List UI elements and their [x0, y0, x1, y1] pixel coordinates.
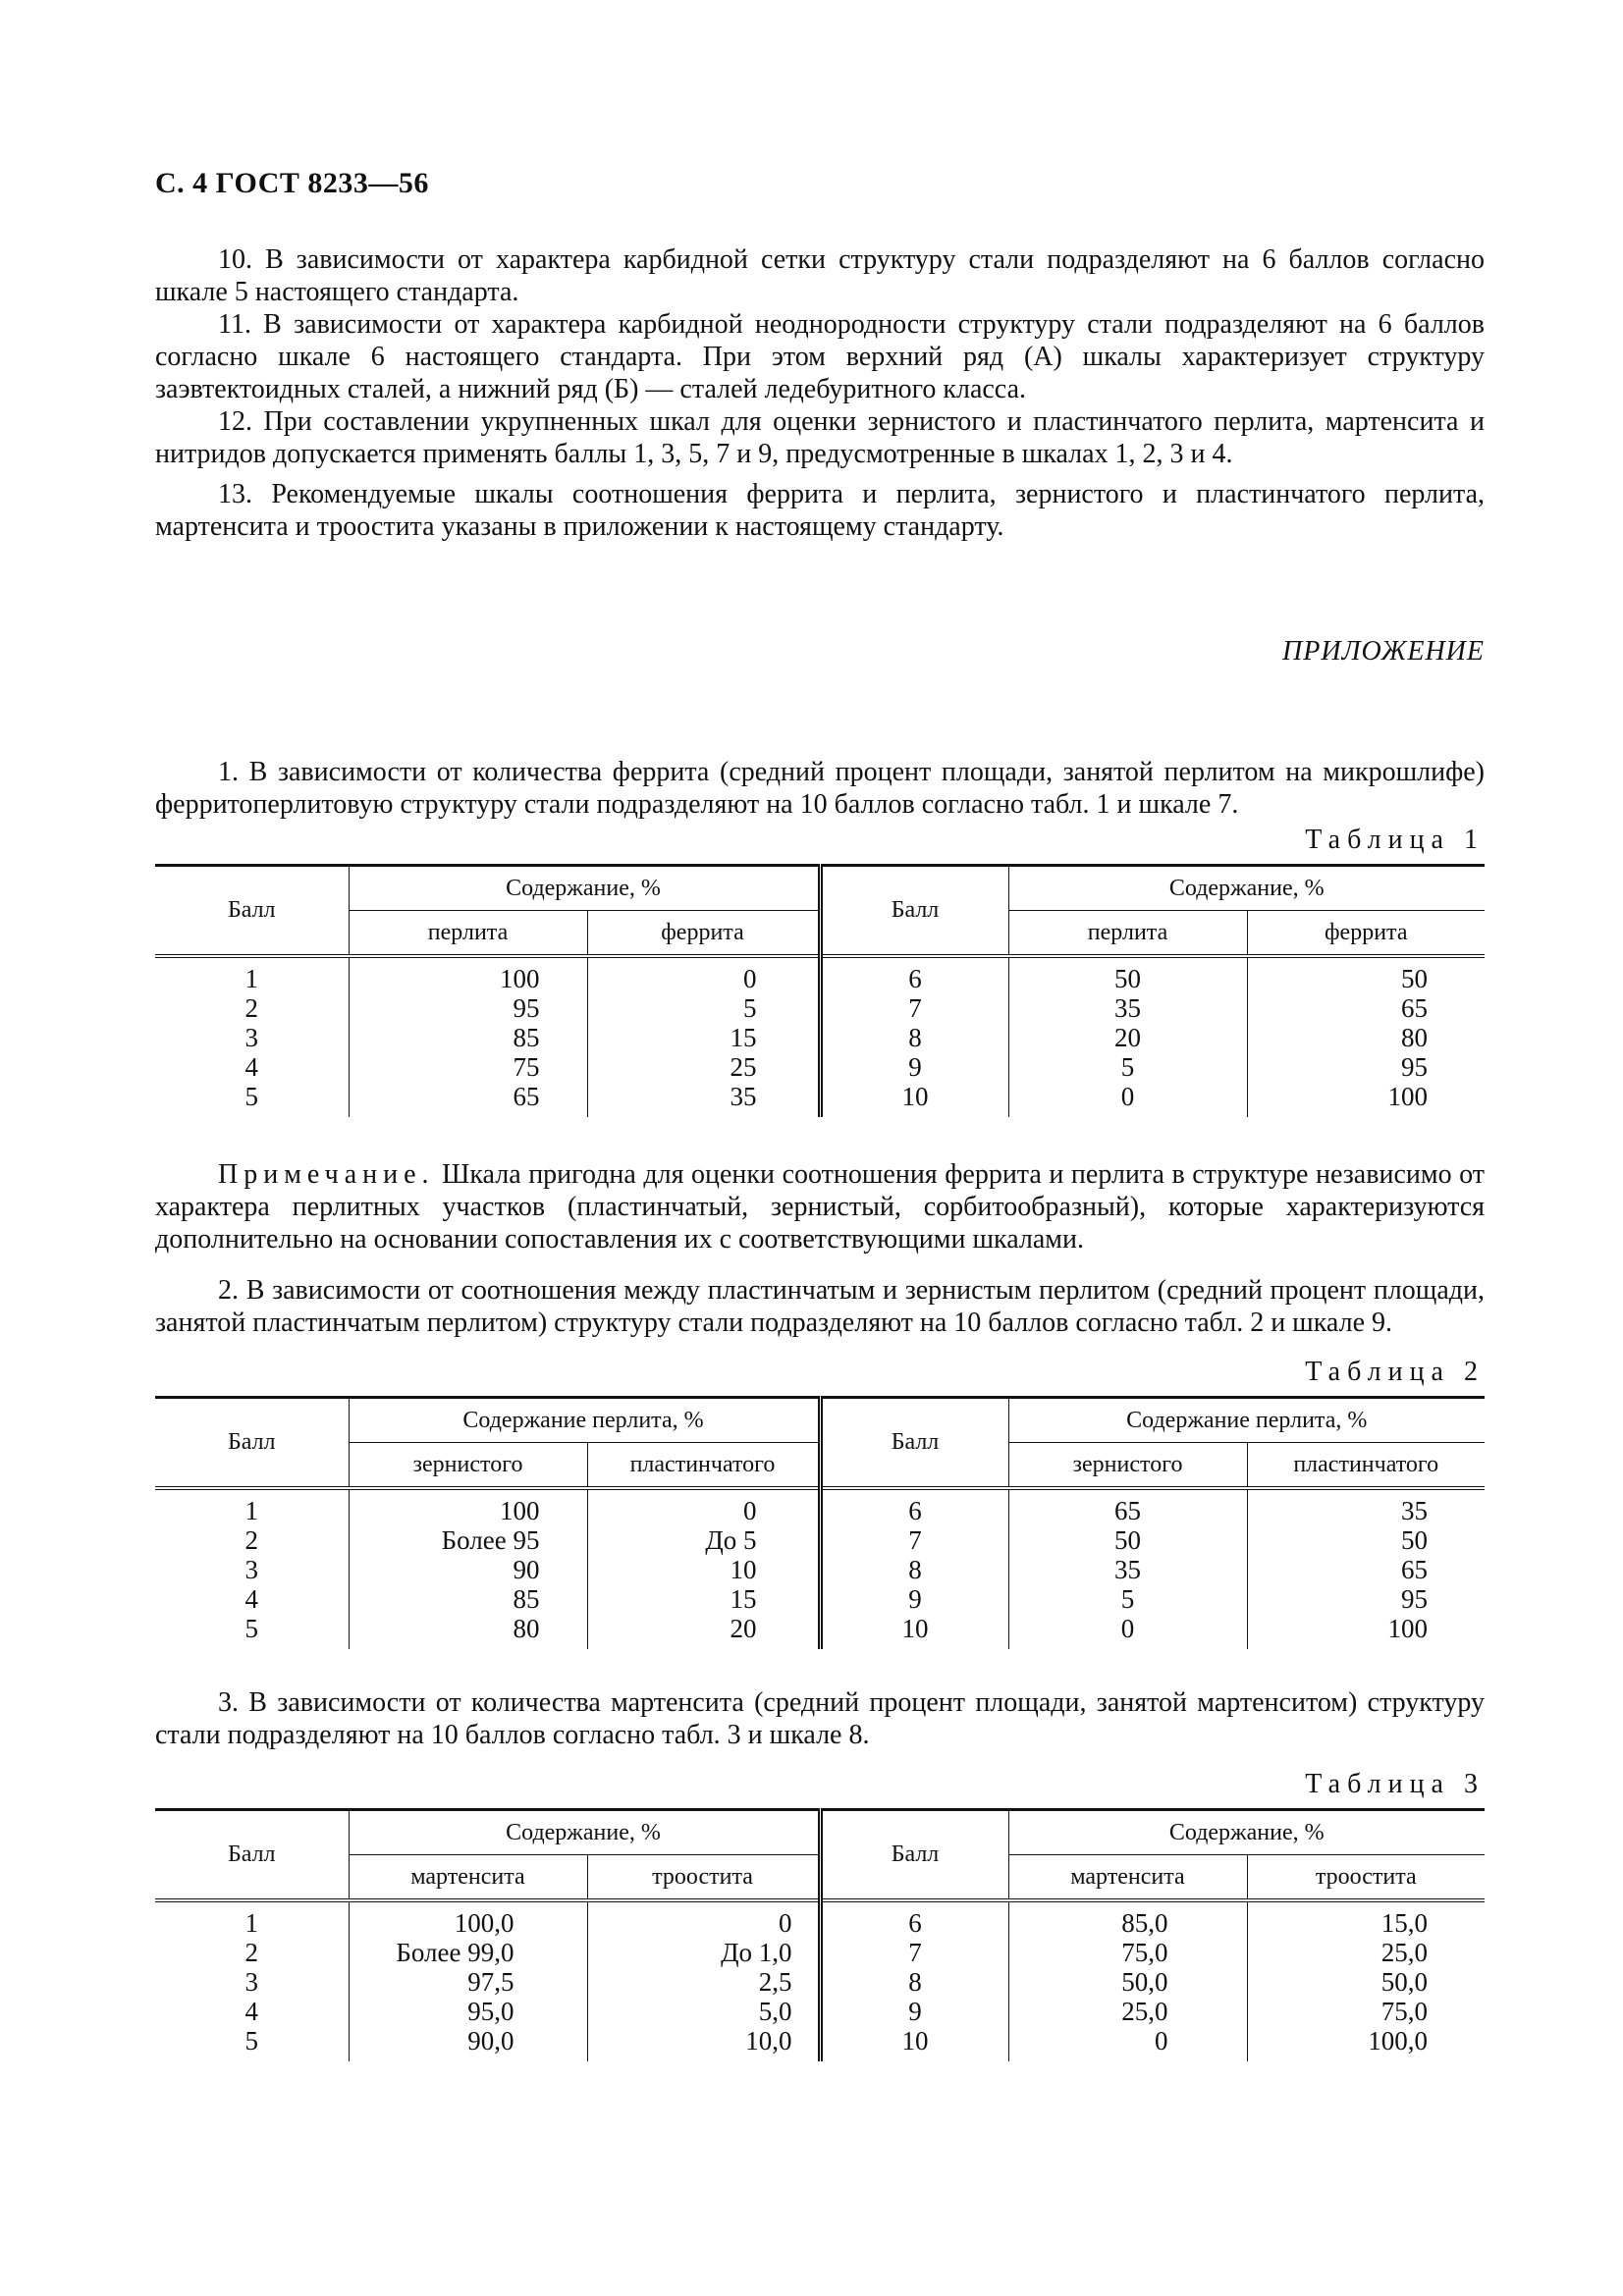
table3-cell: 75,0	[1008, 1938, 1247, 1967]
table3-header-group-2: Содержание, %	[1008, 1810, 1485, 1855]
table2-header-group: Содержание перлита, %	[349, 1398, 820, 1443]
table1-header-ball-2: Балл	[820, 866, 1008, 957]
table-row	[155, 1052, 1485, 1082]
table1-cell: 95	[1247, 1052, 1485, 1082]
table3-cell: 5,0	[587, 1997, 820, 2026]
appendix-title: ПРИЛОЖЕНИЕ	[1282, 636, 1485, 667]
table-row	[155, 1614, 1485, 1649]
table1-cell: 8	[820, 1023, 1008, 1052]
table1-cell: 35	[587, 1082, 820, 1117]
table3-header-sub-b: троостита	[587, 1855, 820, 1901]
paragraph-13: 13. Рекомендуемые шкалы соотношения феррита и перлита, зернистого и пластинчатого перлита, мартенсита и троостита указаны в приложении к настоящему стандарту.	[155, 479, 1485, 542]
table-1	[155, 864, 1485, 1117]
table3-cell: Более 99,0	[349, 1938, 587, 1967]
table3-cell: 90,0	[349, 2026, 587, 2061]
table2-cell: 6	[820, 1488, 1008, 1525]
table2-cell: 1	[244, 1496, 258, 1525]
table1-cell: 9	[820, 1052, 1008, 1082]
table2-header-ball: Балл	[155, 1398, 349, 1489]
table1-cell: 65	[349, 1082, 587, 1117]
table2-title: Таблица 2	[1305, 1357, 1485, 1387]
table1-cell: 50	[1008, 956, 1247, 993]
table2-cell: 0	[1008, 1614, 1247, 1649]
table3-cell: 6	[820, 1900, 1008, 1938]
note-text: Шкала пригодна для оценки соотношения феррита и перлита в структуре независимо от характера перлитных участков (пластинчатый, зернистый, сорбитообразный), которые характеризуются дополнительно на основании сопоставления их с соответствующими шкалами.	[155, 1159, 1485, 1255]
table2-cell: 35	[1247, 1488, 1485, 1525]
table1-body	[155, 956, 1485, 1117]
table1-cell: 50	[1247, 956, 1485, 993]
appendix-text-3: 3. В зависимости от количества мартенсита (средний процент площади, занятой мартенситом) структуру стали подразделяют на 10 баллов согласно табл. 3 и шкале 8.	[155, 1687, 1485, 1750]
table1-cell: 1	[244, 964, 258, 993]
table-2	[155, 1396, 1485, 1649]
table2-cell: До 5	[587, 1525, 820, 1555]
table2-cell: 7	[820, 1525, 1008, 1555]
table2-cell: 100	[349, 1488, 587, 1525]
table1-header-group-2: Содержание, %	[1008, 866, 1485, 911]
table3-cell: 10,0	[587, 2026, 820, 2061]
table1-cell: 4	[244, 1052, 258, 1082]
table2-cell: 9	[820, 1584, 1008, 1614]
table1-cell: 65	[1247, 993, 1485, 1023]
table-row	[155, 1082, 1485, 1117]
table2-cell: 50	[1247, 1525, 1485, 1555]
table2-cell: 3	[244, 1555, 258, 1584]
table3-cell: 10	[820, 2026, 1008, 2061]
table-row	[155, 993, 1485, 1023]
table2-cell: 100	[1247, 1614, 1485, 1649]
table1-cell: 6	[820, 956, 1008, 993]
table-row	[155, 1584, 1485, 1614]
table1-cell: 0	[1008, 1082, 1247, 1117]
table2-cell: 90	[349, 1555, 587, 1584]
table3-title: Таблица 3	[1305, 1769, 1485, 1799]
table3-cell: 100,0	[349, 1900, 587, 1938]
table3-header-group: Содержание, %	[349, 1810, 820, 1855]
table-row	[155, 1900, 1485, 1938]
table2-cell: 50	[1008, 1525, 1247, 1555]
table1-cell: 35	[1008, 993, 1247, 1023]
table-row	[155, 956, 1485, 993]
table3-cell: 0	[1008, 2026, 1247, 2061]
table2-cell: 95	[1247, 1584, 1485, 1614]
table1-header-sub-b: феррита	[587, 911, 820, 957]
appendix-text-1: 1. В зависимости от количества феррита (средний процент площади, занятой перлитом на микрошлифе) ферритоперлитовую структуру стали подразделяют на 10 баллов согласно табл. 1 и шкале 7.	[155, 757, 1485, 820]
table1-header-ball: Балл	[155, 866, 349, 957]
table1-cell: 3	[244, 1023, 258, 1052]
appendix-paragraph-3	[155, 1686, 1485, 1751]
table1-header-sub-b-2: феррита	[1247, 911, 1485, 957]
table2-cell: 10	[587, 1555, 820, 1584]
table1-cell: 5	[1008, 1052, 1247, 1082]
table3-cell: До 1,0	[587, 1938, 820, 1967]
table1-header-group: Содержание, %	[349, 866, 820, 911]
note-label: Примечание.	[218, 1159, 435, 1190]
table-row	[155, 1997, 1485, 2026]
table1-cell: 95	[349, 993, 587, 1023]
table3-body	[155, 1900, 1485, 2061]
table-row	[155, 1938, 1485, 1967]
table2-header-ball-2: Балл	[820, 1398, 1008, 1489]
table1-cell: 15	[587, 1023, 820, 1052]
table1-cell: 85	[349, 1023, 587, 1052]
table2-cell: 80	[349, 1614, 587, 1649]
table2-cell: 5	[244, 1614, 258, 1643]
table-row	[155, 1555, 1485, 1584]
table1-cell: 0	[587, 956, 820, 993]
table3-cell: 2,5	[587, 1967, 820, 1997]
table2-cell: 15	[587, 1584, 820, 1614]
table2-cell: 5	[1008, 1584, 1247, 1614]
table1-header-sub-a: перлита	[349, 911, 587, 957]
table2-cell: 8	[820, 1555, 1008, 1584]
table3-cell: 95,0	[349, 1997, 587, 2026]
table1-cell: 2	[244, 993, 258, 1023]
table1-cell: 5	[244, 1082, 258, 1111]
table-row	[155, 2026, 1485, 2061]
table3-cell: 97,5	[349, 1967, 587, 1997]
table3-header-ball: Балл	[155, 1810, 349, 1901]
table1-cell: 25	[587, 1052, 820, 1082]
table3-header-sub-a: мартенсита	[349, 1855, 587, 1901]
table1-cell: 75	[349, 1052, 587, 1082]
table-row	[155, 1967, 1485, 1997]
table3-cell: 0	[587, 1900, 820, 1938]
table3-cell: 9	[820, 1997, 1008, 2026]
table3-header-sub-a-2: мартенсита	[1008, 1855, 1247, 1901]
table3-cell: 50,0	[1008, 1967, 1247, 1997]
table3-cell: 8	[820, 1967, 1008, 1997]
table3-cell: 4	[244, 1997, 258, 2026]
table1-cell: 10	[820, 1082, 1008, 1117]
appendix-paragraph-1	[155, 756, 1485, 821]
table-row	[155, 1525, 1485, 1555]
table2-cell: 4	[244, 1584, 258, 1614]
table3-cell: 1	[244, 1908, 258, 1938]
table2-cell: 2	[244, 1525, 258, 1555]
table2-cell: 65	[1008, 1488, 1247, 1525]
table1-header-sub-a-2: перлита	[1008, 911, 1247, 957]
table1-cell: 7	[820, 993, 1008, 1023]
table3-cell: 5	[244, 2026, 258, 2056]
table3-header-ball-2: Балл	[820, 1810, 1008, 1901]
table3-cell: 85,0	[1008, 1900, 1247, 1938]
table-row	[155, 1023, 1485, 1052]
paragraph-10: 10. В зависимости от характера карбидной сетки структуру стали подразделяют на 6 баллов согласно шкале 5 настоящего стандарта.	[155, 244, 1485, 307]
table1-note	[155, 1158, 1485, 1255]
table-row	[155, 1488, 1485, 1525]
paragraph-12: 12. При составлении укрупненных шкал для оценки зернистого и пластинчатого перлита, мартенсита и нитридов допускается применять баллы 1, 3, 5, 7 и 9, предусмотренные в шкалах 1, 2, 3 и 4.	[155, 406, 1485, 469]
table3-cell: 75,0	[1247, 1997, 1485, 2026]
table3-cell: 3	[244, 1967, 258, 1997]
table3-cell: 100,0	[1247, 2026, 1485, 2061]
table1-cell: 20	[1008, 1023, 1247, 1052]
table2-header-sub-a-2: зернистого	[1008, 1443, 1247, 1489]
table3-cell: 7	[820, 1938, 1008, 1967]
table3-cell: 15,0	[1247, 1900, 1485, 1938]
table1-cell: 100	[349, 956, 587, 993]
table1-cell: 100	[1247, 1082, 1485, 1117]
table2-body	[155, 1488, 1485, 1649]
table2-cell: 0	[587, 1488, 820, 1525]
table2-cell: 35	[1008, 1555, 1247, 1584]
table-3	[155, 1808, 1485, 2061]
table3-cell: 2	[244, 1938, 258, 1967]
paragraph-11: 11. В зависимости от характера карбидной неоднородности структуру стали подразделяют на 6 баллов согласно шкале 6 настоящего стандарта. При этом верхний ряд (А) шкалы характеризует структуру заэвтектоидных сталей, а нижний ряд (Б) — сталей ледебуритного класса.	[155, 309, 1485, 404]
table2-cell: 85	[349, 1584, 587, 1614]
table2-cell: 10	[820, 1614, 1008, 1649]
table2-cell: Более 95	[349, 1525, 587, 1555]
page-header: С. 4 ГОСТ 8233—56	[155, 167, 429, 199]
table3-cell: 50,0	[1247, 1967, 1485, 1997]
appendix-text-2: 2. В зависимости от соотношения между пластинчатым и зернистым перлитом (средний процент площади, занятой пластинчатым перлитом) структуру стали подразделяют на 10 баллов согласно табл. 2 и шкале 9.	[155, 1275, 1485, 1338]
table2-header-sub-b: пластинчатого	[587, 1443, 820, 1489]
table2-cell: 20	[587, 1614, 820, 1649]
table2-cell: 65	[1247, 1555, 1485, 1584]
table2-header-sub-b-2: пластинчатого	[1247, 1443, 1485, 1489]
table1-title: Таблица 1	[1305, 825, 1485, 855]
main-text	[155, 243, 1485, 543]
table2-header-group-2: Содержание перлита, %	[1008, 1398, 1485, 1443]
table2-header-sub-a: зернистого	[349, 1443, 587, 1489]
appendix-paragraph-2	[155, 1274, 1485, 1339]
table1-cell: 80	[1247, 1023, 1485, 1052]
table1-cell: 5	[587, 993, 820, 1023]
table3-header-sub-b-2: троостита	[1247, 1855, 1485, 1901]
table3-cell: 25,0	[1247, 1938, 1485, 1967]
table3-cell: 25,0	[1008, 1997, 1247, 2026]
